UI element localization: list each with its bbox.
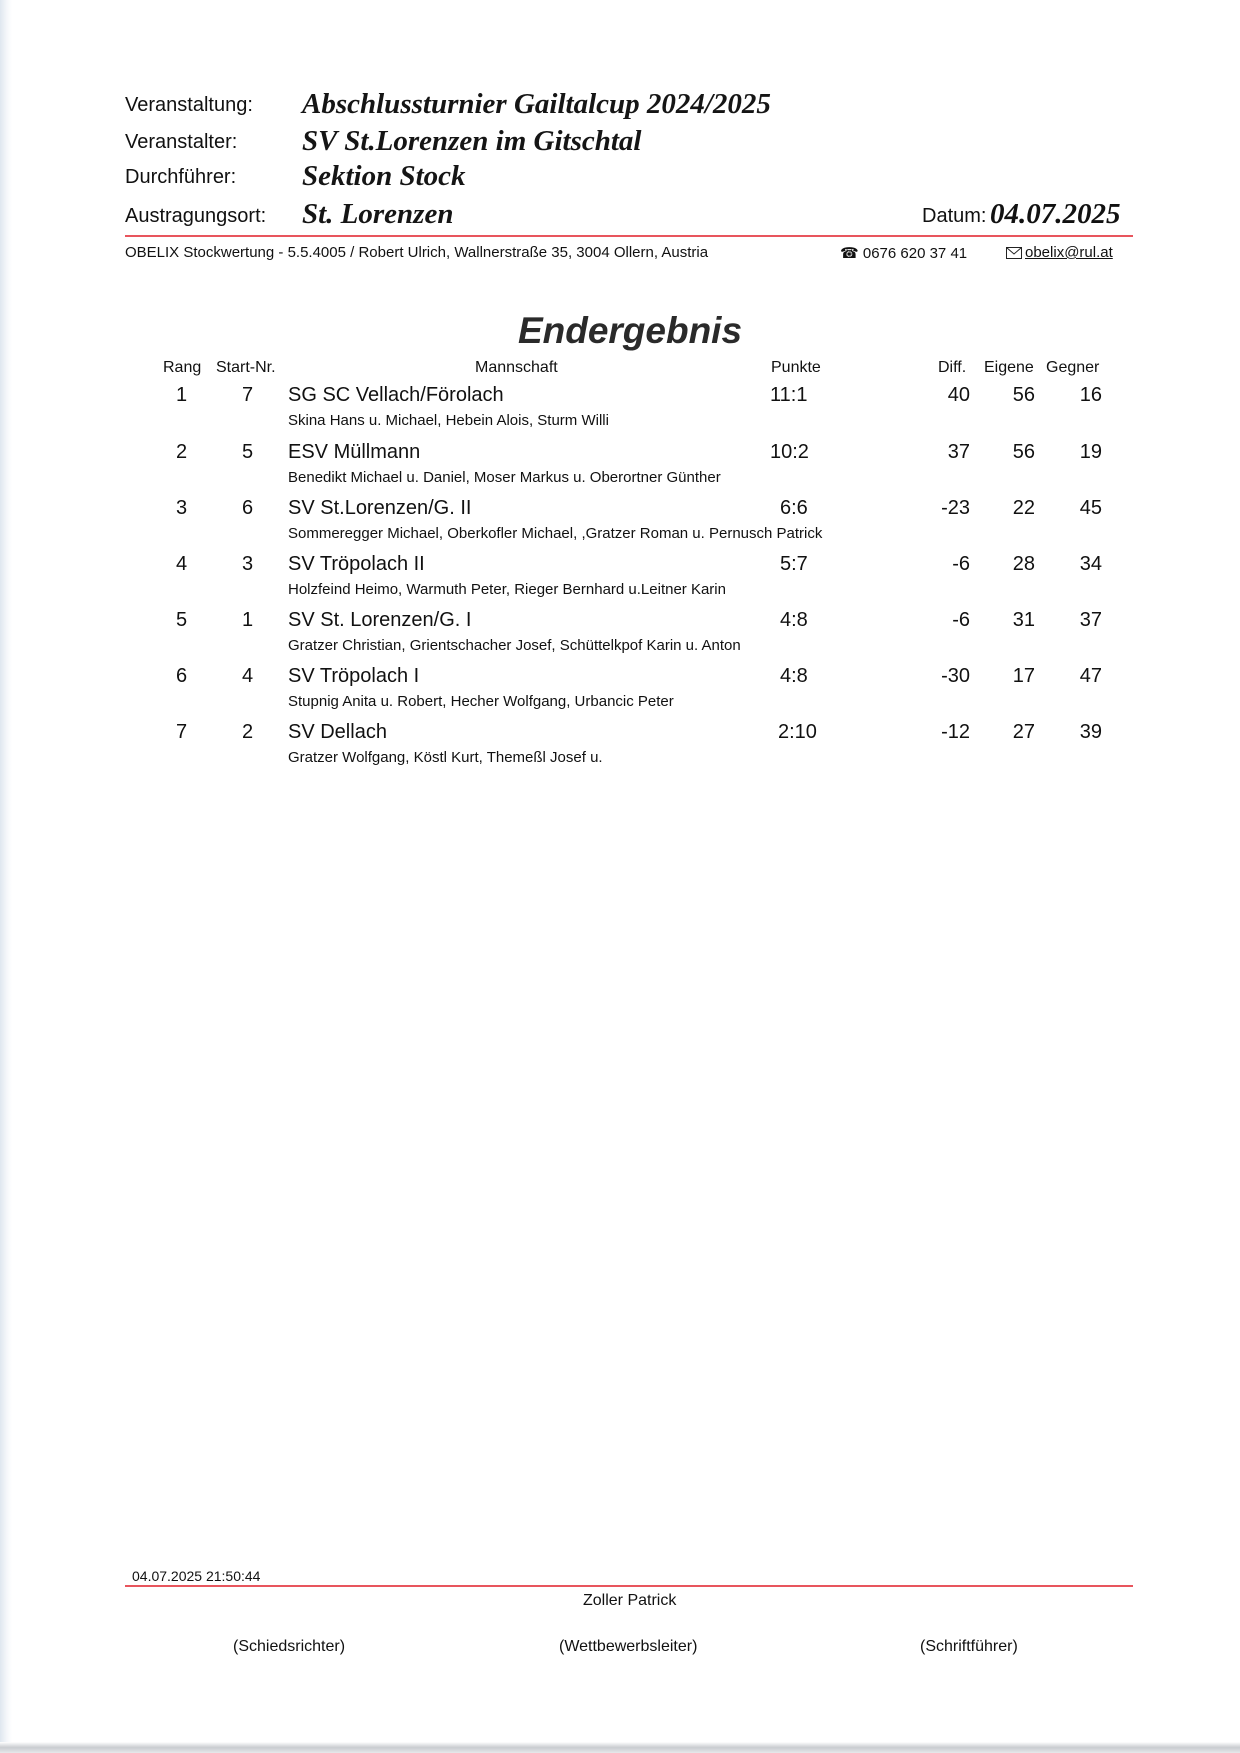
cell-gegner: 34 <box>1079 553 1102 575</box>
header-rule <box>125 235 1133 237</box>
competition-leader-name: Zoller Patrick <box>583 1592 677 1609</box>
cell-eigene: 56 <box>1012 441 1035 463</box>
phone-number: 0676 620 37 41 <box>862 245 968 262</box>
field-label-organizer: Veranstalter: <box>125 131 238 153</box>
email-link[interactable]: obelix@rul.at <box>1025 244 1113 261</box>
cell-diff: -23 <box>941 497 970 519</box>
cell-rang: 4 <box>176 553 188 575</box>
cell-punkte: 5:7 <box>780 553 808 575</box>
field-value-executor: Sektion Stock <box>302 160 466 192</box>
cell-punkte: 4:8 <box>780 665 808 687</box>
table-row <box>0 721 1240 777</box>
cell-rang: 7 <box>176 721 188 743</box>
cell-eigene: 28 <box>1012 553 1035 575</box>
col-eigene: Eigene <box>984 359 1034 376</box>
col-rang: Rang <box>163 359 202 376</box>
cell-gegner: 47 <box>1079 665 1102 687</box>
footer-rule <box>125 1585 1133 1587</box>
cell-punkte: 2:10 <box>778 721 817 743</box>
cell-gegner: 45 <box>1079 497 1102 519</box>
role-secretary: (Schriftführer) <box>920 1638 1018 1655</box>
cell-start: 7 <box>242 384 254 406</box>
scan-edge-bottom <box>0 1742 1240 1753</box>
cell-start: 1 <box>242 609 254 631</box>
cell-start: 3 <box>242 553 254 575</box>
cell-eigene: 27 <box>1012 721 1035 743</box>
cell-players: Stupnig Anita u. Robert, Hecher Wolfgang, Urbancic Peter <box>288 693 674 710</box>
cell-gegner: 19 <box>1079 441 1102 463</box>
cell-punkte: 10:2 <box>770 441 809 463</box>
cell-rang: 2 <box>176 441 188 463</box>
phone <box>840 244 967 262</box>
table-row <box>0 609 1240 665</box>
table-row <box>0 553 1240 609</box>
cell-team: SV Tröpolach I <box>288 665 420 687</box>
cell-punkte: 6:6 <box>780 497 808 519</box>
cell-punkte: 4:8 <box>780 609 808 631</box>
cell-eigene: 17 <box>1012 665 1035 687</box>
cell-team: ESV Müllmann <box>288 441 421 463</box>
cell-players: Benedikt Michael u. Daniel, Moser Markus u. Oberortner Günther <box>288 469 721 486</box>
page-title: Endergebnis <box>517 310 743 351</box>
cell-start: 5 <box>242 441 254 463</box>
cell-players: Holzfeind Heimo, Warmuth Peter, Rieger Bernhard u.Leitner Karin <box>288 581 726 598</box>
cell-gegner: 16 <box>1079 384 1102 406</box>
cell-diff: -12 <box>941 721 970 743</box>
role-referee: (Schiedsrichter) <box>233 1638 346 1655</box>
cell-eigene: 56 <box>1012 384 1035 406</box>
scan-edge-left <box>0 0 12 1753</box>
col-mannschaft: Mannschaft <box>475 359 558 376</box>
software-line: OBELIX Stockwertung - 5.5.4005 / Robert Ulrich, Wallnerstraße 35, 3004 Ollern, Austria <box>125 244 709 261</box>
cell-team: SG SC Vellach/Förolach <box>288 384 504 406</box>
cell-start: 4 <box>242 665 254 687</box>
cell-diff: -6 <box>952 609 970 631</box>
field-label-venue: Austragungsort: <box>125 205 267 227</box>
cell-team: SV Tröpolach II <box>288 553 425 575</box>
cell-rang: 6 <box>176 665 188 687</box>
date-label: Datum: <box>922 205 987 227</box>
col-start-nr: Start-Nr. <box>216 359 276 376</box>
phone-icon: ☎ <box>840 245 859 262</box>
field-value-organizer: SV St.Lorenzen im Gitschtal <box>302 125 642 157</box>
cell-rang: 5 <box>176 609 188 631</box>
col-gegner: Gegner <box>1046 359 1100 376</box>
cell-rang: 1 <box>176 384 188 406</box>
cell-players: Gratzer Christian, Grientschacher Josef, Schüttelkpof Karin u. Anton <box>288 637 741 654</box>
field-label-executor: Durchführer: <box>125 166 237 188</box>
table-row <box>0 497 1240 553</box>
cell-eigene: 22 <box>1012 497 1035 519</box>
cell-gegner: 37 <box>1079 609 1102 631</box>
cell-diff: 40 <box>947 384 970 406</box>
cell-gegner: 39 <box>1079 721 1102 743</box>
cell-diff: 37 <box>947 441 970 463</box>
cell-players: Gratzer Wolfgang, Köstl Kurt, Themeßl Josef u. <box>288 749 603 766</box>
cell-start: 6 <box>242 497 254 519</box>
cell-start: 2 <box>242 721 254 743</box>
cell-diff: -6 <box>952 553 970 575</box>
cell-players: Sommeregger Michael, Oberkofler Michael, ,Gratzer Roman u. Pernusch Patrick <box>288 525 823 542</box>
field-value-event: Abschlussturnier Gailtalcup 2024/2025 <box>302 88 771 120</box>
print-timestamp: 04.07.2025 21:50:44 <box>132 1568 261 1584</box>
cell-eigene: 31 <box>1012 609 1035 631</box>
cell-players: Skina Hans u. Michael, Hebein Alois, Sturm Willi <box>288 412 609 429</box>
table-row <box>0 384 1240 440</box>
field-value-venue: St. Lorenzen <box>302 198 454 230</box>
table-row <box>0 665 1240 721</box>
cell-team: SV St. Lorenzen/G. I <box>288 609 472 631</box>
cell-team: SV Dellach <box>288 721 387 743</box>
field-label-event: Veranstaltung: <box>125 94 253 116</box>
col-punkte: Punkte <box>771 359 821 376</box>
table-row <box>0 441 1240 497</box>
date-value: 04.07.2025 <box>990 198 1121 230</box>
cell-rang: 3 <box>176 497 188 519</box>
envelope-icon <box>1006 247 1022 259</box>
email[interactable] <box>1006 244 1113 261</box>
cell-punkte: 11:1 <box>770 384 808 406</box>
cell-team: SV St.Lorenzen/G. II <box>288 497 472 519</box>
col-diff: Diff. <box>938 359 967 376</box>
role-competition-leader: (Wettbewerbsleiter) <box>559 1638 698 1655</box>
cell-diff: -30 <box>941 665 970 687</box>
